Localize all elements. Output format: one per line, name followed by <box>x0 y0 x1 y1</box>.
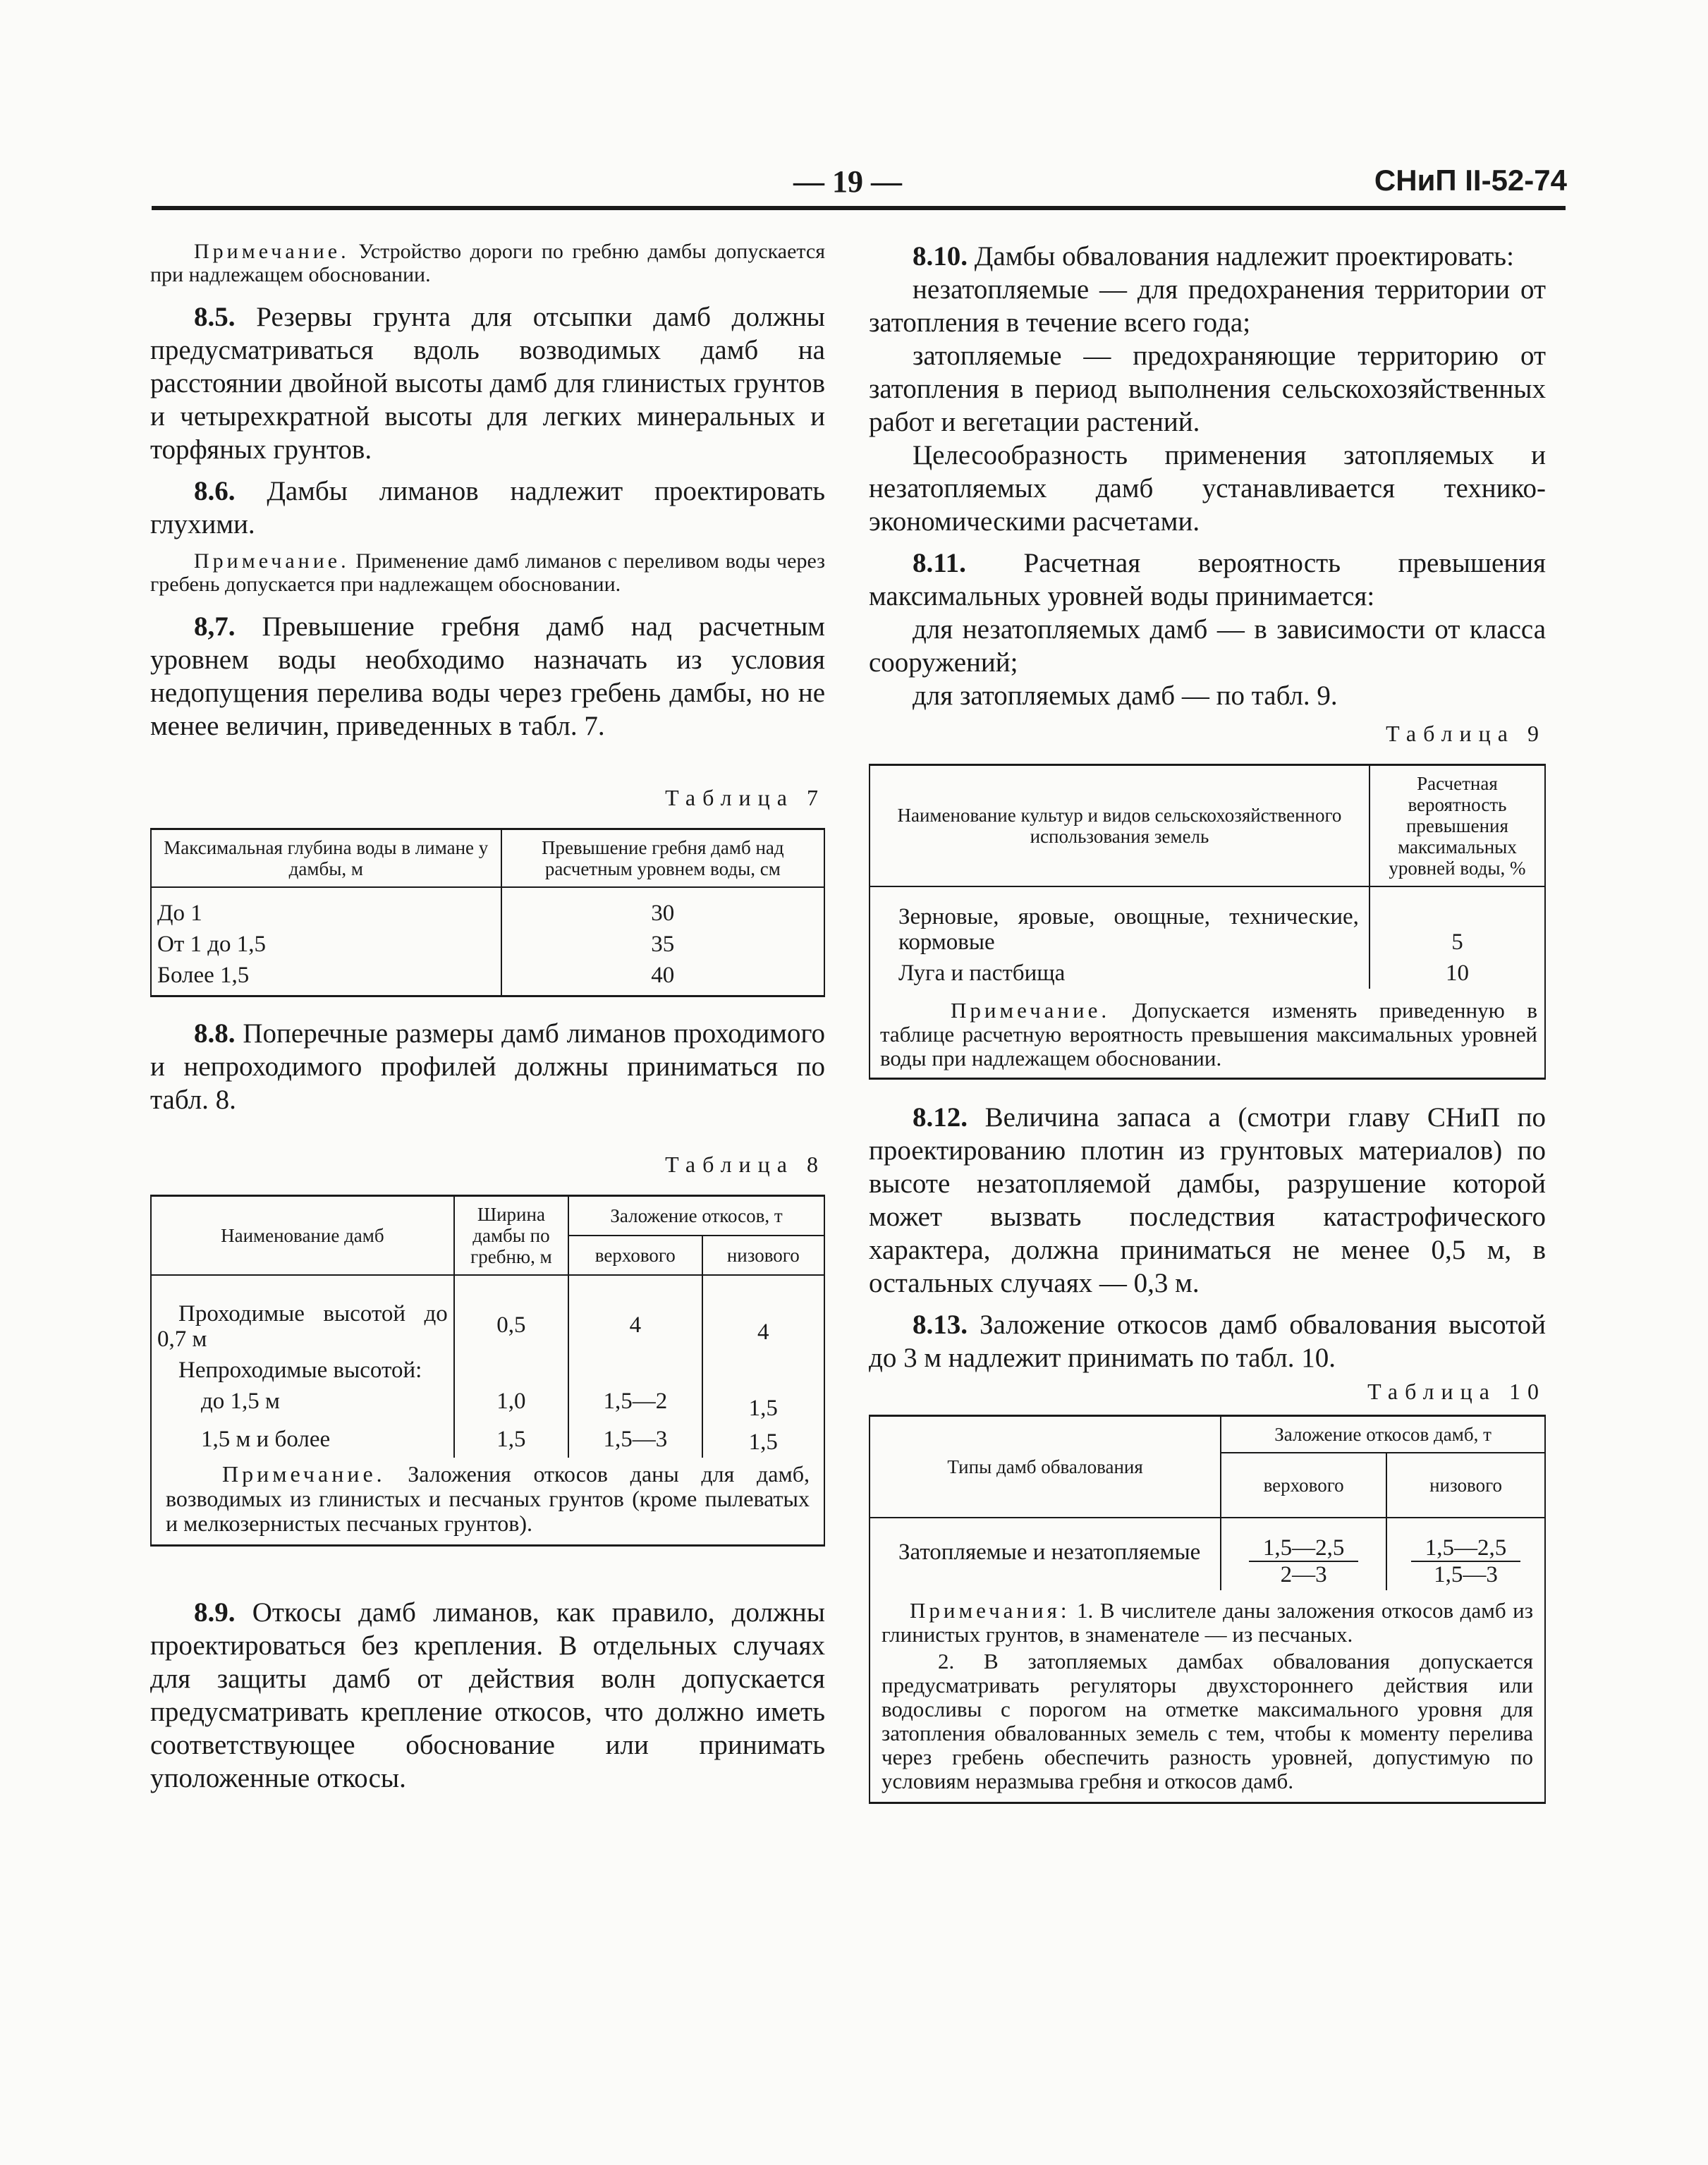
table-9-header-probability: Расчетная вероятность превышения максимальных уровней воды, % <box>1370 765 1545 887</box>
paragraph-8-8: 8.8. Поперечные размеры дамб лиманов проходимого и непроходимого профилей должны приниматься по табл. 8. <box>150 1018 825 1115</box>
right-column <box>869 240 1546 1804</box>
note-8-4: Примечание. Устройство дороги по гребню дамбы допускается при надлежащем обосновании. <box>150 240 825 286</box>
table-row: Более 1,5 40 <box>151 960 824 996</box>
table-8-header-upper: верхового <box>568 1236 702 1275</box>
table-row: Проходимые высотой до 0,7 м 0,5 4 4 <box>151 1275 824 1355</box>
document-code: СНиП II-52-74 <box>1374 164 1567 197</box>
table-10-header-lower: низового <box>1386 1453 1545 1518</box>
table-10-header-type: Типы дамб обвалования <box>870 1416 1221 1518</box>
paragraph-8-10-c: Целесообразность применения затопляемых и незатопляемых дамб устанавливается технико-экономическими расчетами. <box>869 440 1546 537</box>
paragraph-8-12: 8.12. Величина запаса a (смотри главу СНиП по проектированию плотин из грунтовых материалов) по высоте незатопляемой дамбы, разрушение которой может вызвать последствия катастрофического характера, должна приниматься не менее 0,5 м, в остальных случаях — 0,3 м. <box>869 1102 1546 1298</box>
table-7-header-depth: Максимальная глубина воды в лимане у дамбы, м <box>151 829 501 888</box>
table-row: Затопляемые и незатопляемые 1,5—2,5 2—3 1,5—2,5 1,5—3 <box>870 1518 1545 1590</box>
paragraph-8-13: 8.13. Заложение откосов дамб обвалования высотой до 3 м надлежит принимать по табл. 10. <box>869 1310 1546 1373</box>
page-number: — 19 — <box>793 164 902 199</box>
header-rule <box>152 206 1566 210</box>
table-8-header-lower: низового <box>702 1236 824 1275</box>
table-10-header-upper: верхового <box>1221 1453 1386 1518</box>
paragraph-8-11-b: для затопляемых дамб — по табл. 9. <box>913 681 1338 711</box>
note-8-6: Примечание. Применение дамб лиманов с переливом воды через гребень допускается при надлежащем обосновании. <box>150 549 825 596</box>
table-row: До 1 30 <box>151 887 824 929</box>
table-8 <box>150 1195 825 1547</box>
table-9-note: Примечание. Допускается изменять приведенную в таблице расчетную вероятность превышения максимальных уровней воды при надлежащем обосновании. <box>880 998 1537 1071</box>
paragraph-8-10: 8.10. Дамбы обвалования надлежит проектировать: <box>913 241 1514 272</box>
fraction-numerator: 1,5—2,5 <box>1411 1535 1521 1562</box>
paragraph-8-9: 8.9. Откосы дамб лиманов, как правило, должны проектироваться без крепления. В отдельных случаях для защиты дамб от действия волн допускается предусматривать крепление откосов, что должно иметь соответствующее обоснование или принимать уположенные откосы. <box>150 1597 825 1793</box>
table-9-caption: Таблица 9 <box>1386 721 1546 746</box>
table-10-caption: Таблица 10 <box>1367 1379 1546 1404</box>
paragraph-8-11-a: для незатопляемых дамб — в зависимости от класса сооружений; <box>869 614 1546 678</box>
paragraph-8-10-a: незатопляемые — для предохранения территории от затопления в течение всего года; <box>869 274 1546 338</box>
table-7-header-excess: Превышение гребня дамб над расчетным уровнем воды, см <box>501 829 824 888</box>
paragraph-8-11: 8.11. Расчетная вероятность превышения максимальных уровней воды принимается: <box>869 548 1546 611</box>
table-8-header-name: Наименование дамб <box>151 1196 454 1276</box>
table-10 <box>869 1415 1546 1804</box>
paragraph-8-5: 8.5. Резервы грунта для отсыпки дамб должны предусматриваться вдоль возводимых дамб на расстоянии двойной высоты дамб для глинистых грунтов и четырехкратной высоты для легких минеральных и торфяных грунтов. <box>150 302 825 465</box>
table-8-header-width: Ширина дамбы по гребню, м <box>454 1196 568 1276</box>
table-10-note-2: 2. В затопляемых дамбах обвалования допускается предусматривать регуляторы двухстороннего действия или водосливы с порогом на отметке максимального уровня для затопления обвалованных земель с тем, чтобы к моменту перелива через гребень обеспечить разность уровней, допустимую по условиям неразмыва гребня и откосов дамб. <box>882 1649 1533 1793</box>
fraction-denominator: 2—3 <box>1280 1562 1327 1587</box>
table-10-note-1: Примечания: 1. В числителе даны заложения откосов дамб из глинистых грунтов, в знаменателе — из песчаных. <box>882 1598 1533 1647</box>
left-column <box>150 240 825 1803</box>
table-row: до 1,5 м 1,0 1,5—2 1,5 <box>151 1386 824 1424</box>
table-7 <box>150 828 825 997</box>
fraction-numerator: 1,5—2,5 <box>1249 1535 1359 1562</box>
table-10-header-slope: Заложение откосов дамб, т <box>1221 1416 1545 1453</box>
table-row: 1,5 м и более 1,5 1,5—3 1,5 <box>151 1424 824 1458</box>
table-8-note: Примечание. Заложения откосов даны для дамб, возводимых из глинистых и песчаных грунтов (кроме пылеватых и мелкозернистых песчаных грунтов). <box>166 1461 810 1536</box>
paragraph-8-10-b: затопляемые — предохраняющие территорию от затопления в период выполнения сельскохозяйственных работ и вегетации растений. <box>869 341 1546 437</box>
table-7-caption: Таблица 7 <box>665 785 825 810</box>
table-9 <box>869 764 1546 1080</box>
table-8-caption: Таблица 8 <box>665 1152 825 1177</box>
table-row: Зерновые, яровые, овощные, технические, кормовые 5 <box>870 886 1545 958</box>
table-row: Луга и пастбища 10 <box>870 958 1545 989</box>
table-9-header-crops: Наименование культур и видов сельскохозяйственного использования земель <box>870 765 1370 887</box>
table-8-header-slope: Заложение откосов, т <box>568 1196 824 1236</box>
paragraph-8-7: 8,7. Превышение гребня дамб над расчетным уровнем воды необходимо назначать из условия недопущения перелива воды через гребень дамбы, но не менее величин, приведенных в табл. 7. <box>150 611 825 741</box>
table-row: Непроходимые высотой: <box>151 1355 824 1386</box>
table-row: От 1 до 1,5 35 <box>151 929 824 960</box>
paragraph-8-6: 8.6. Дамбы лиманов надлежит проектировать глухими. <box>150 476 825 539</box>
fraction-denominator: 1,5—3 <box>1434 1562 1498 1587</box>
